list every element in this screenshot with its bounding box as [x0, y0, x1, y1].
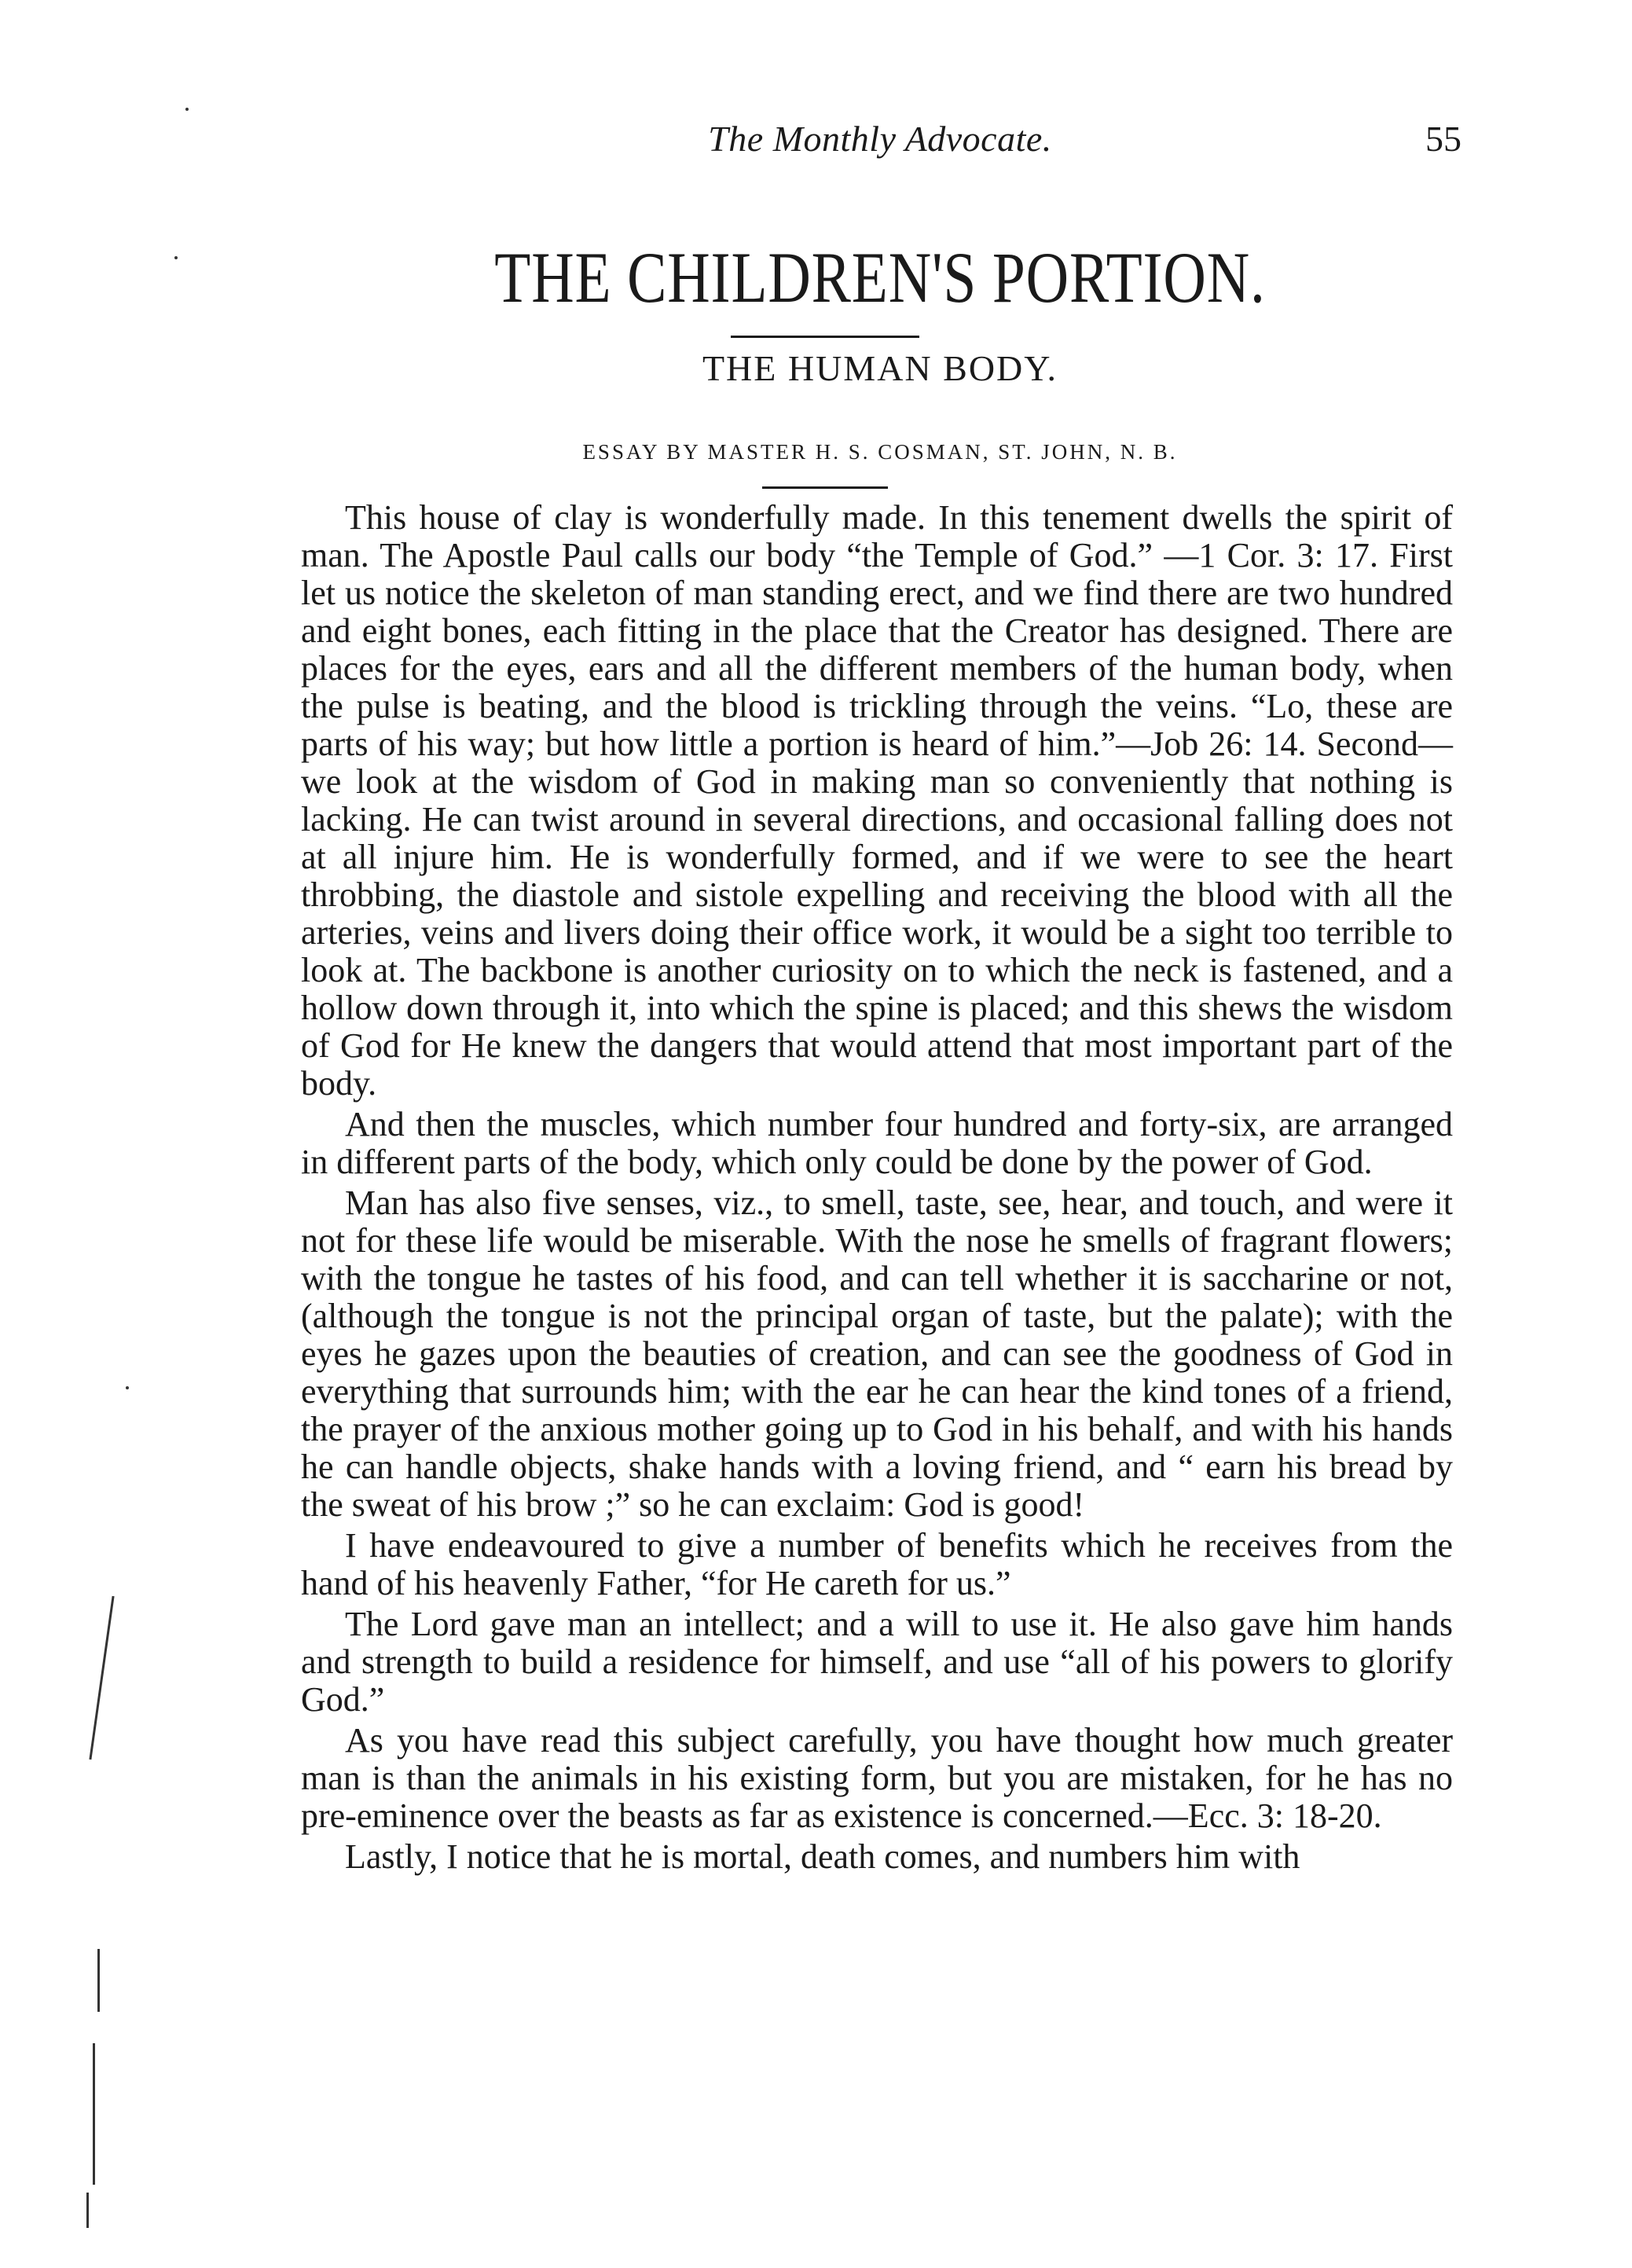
paragraph: Man has also five senses, viz., to smell, taste, see, hear, and touch, and were it not for these life would be miserable. With the nose he smells of fragrant flowers; with the tongue he tastes of his food, and can tell whether it is saccharine or not, (although the tongue is not the principal organ of taste, but the palate); with the eyes he gazes upon the beauties of creation, and can see the goodness of God in everything that surrounds him; with the ear he can hear the kind tones of a friend, the prayer of the anxious mother going up to God in his behalf, and with his hands he can handle objects, shake hands with a loving friend, and “ earn his bread by the sweat of his brow ;” so he can exclaim: God is good! [301, 1184, 1453, 1524]
margin-bracket-mark [89, 1596, 114, 1760]
paragraph: This house of clay is wonderfully made. In this tenement dwells the spirit of man. The Apostle Paul calls our body “the Temple of God.” —1 Cor. 3: 17. First let us notice the skeleton of man standing erect, and we find there are two hundred and eight bones, each fitting in the place that the Creator has designed. There are places for the eyes, ears and all the different members of the human body, when the pulse is beating, and the blood is trickling through the veins. “Lo, these are parts of his way; but how little a portion is heard of him.”—Job 26: 14. Second—we look at the wisdom of God in making man so conveniently that nothing is lacking. He can twist around in several directions, and occasional falling does not at all injure him. He is wonderfully formed, and if we were to see the heart throbbing, the diastole and sistole expelling and receiving the blood with all the arteries, veins and livers doing their office work, it would be a sight too terrible to look at. The backbone is another curiosity on to which the neck is fastened, and a hollow down through it, into which the spine is placed; and this shews the wisdom of God for He knew the dangers that would attend that most important part of the body. [301, 498, 1453, 1103]
paragraph: And then the muscles, which number four hundred and forty-six, are arranged in different parts of the body, which only could be done by the power of God. [301, 1105, 1453, 1181]
page-number: 55 [1425, 119, 1461, 159]
margin-bracket-mark [93, 2043, 95, 2185]
byline: ESSAY BY MASTER H. S. COSMAN, ST. JOHN, N. B. [582, 440, 1178, 464]
margin-speck [126, 1386, 129, 1389]
byline-rule [762, 486, 888, 489]
paragraph: As you have read this subject carefully, you have thought how much greater man is than the animals in his existing form, but you are mistaken, for he has no pre-eminence over the beasts as far as existence is concerned.—Ecc. 3: 18-20. [301, 1721, 1453, 1835]
article-body [301, 499, 1453, 1879]
title-rule [731, 336, 919, 338]
paragraph: I have endeavoured to give a number of benefits which he receives from the hand of his heavenly Father, “for He careth for us.” [301, 1526, 1453, 1602]
running-head [299, 118, 1461, 181]
margin-bracket-mark [86, 2193, 89, 2228]
margin-speck [174, 256, 178, 259]
section-title: THE CHILDREN'S PORTION. [494, 237, 1266, 317]
article-title: THE HUMAN BODY. [702, 348, 1058, 388]
running-title: The Monthly Advocate. [708, 119, 1052, 159]
paragraph: Lastly, I notice that he is mortal, death comes, and numbers him with [345, 1837, 1300, 1876]
margin-speck [185, 108, 189, 111]
paragraph: The Lord gave man an intellect; and a will to use it. He also gave him hands and strength to build a residence for himself, and use “all of his powers to glorify God.” [301, 1605, 1453, 1719]
margin-bracket-mark [97, 1949, 100, 2012]
